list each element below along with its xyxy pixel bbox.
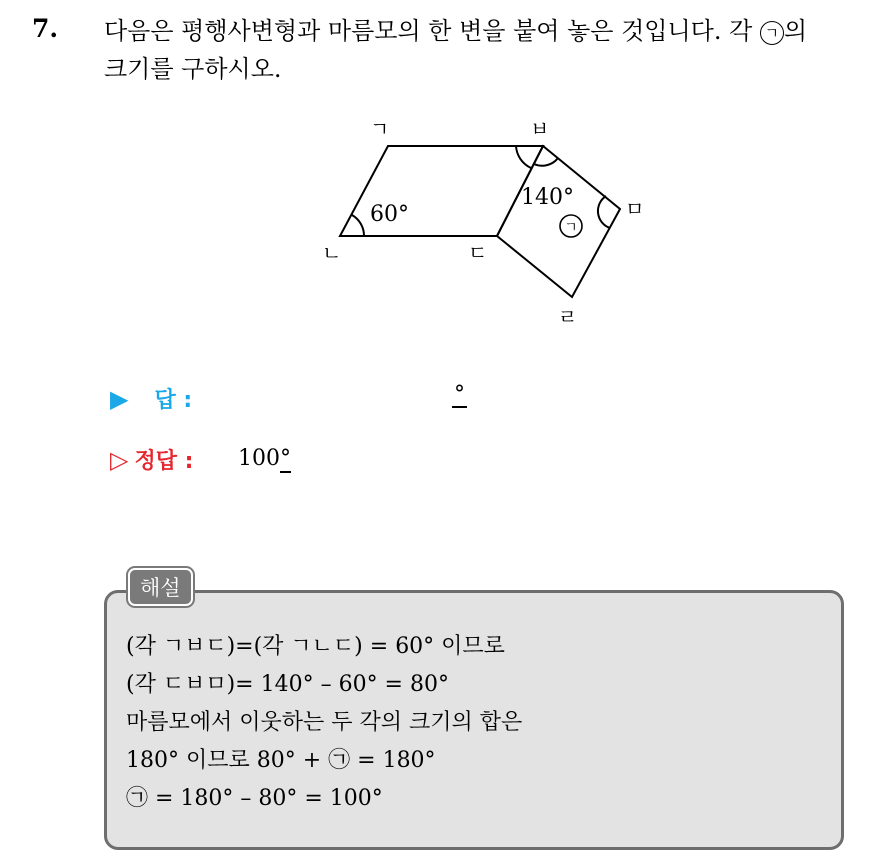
angle-arc-gbd [516, 146, 531, 168]
angle-arc-60 [352, 215, 364, 236]
explanation-line: (각 ㄱㅂㄷ)=(각 ㄱㄴㄷ) = 60° 이므로 [126, 634, 505, 659]
explanation-line: (각 ㄷㅂㅁ)= 140° – 60° = 80° [126, 672, 449, 697]
angle-60-label: 60° [370, 202, 409, 227]
angle-arc-m [598, 196, 610, 228]
correct-marker-icon: ▷ [110, 446, 129, 474]
angle-arc-140 [534, 158, 558, 166]
label-n: ㄴ [322, 241, 342, 265]
answer-marker-icon: ▶ [110, 385, 129, 413]
label-m: ㅁ [625, 197, 645, 221]
explanation-line: ㉠ = 180° – 80° = 100° [126, 786, 383, 811]
circled-g-text: ㄱ [564, 220, 578, 236]
label-r: ㄹ [558, 305, 578, 329]
geometry-figure [300, 110, 645, 340]
explanation-line: 마름모에서 이웃하는 두 각의 크기의 합은 [126, 710, 523, 735]
question-line1: 다음은 평행사변형과 마름모의 한 변을 붙여 놓은 것입니다. 각 [104, 17, 760, 45]
label-d: ㄷ [468, 241, 488, 265]
question-line2: 크기를 구하시오. [104, 55, 282, 83]
correct-value: 100 [238, 446, 280, 471]
correct-label: 정답 : [134, 449, 194, 474]
correct-unit: ° [280, 446, 291, 471]
circled-g-symbol: ㄱ [760, 21, 784, 45]
label-g: ㄱ [370, 117, 390, 141]
angle-140-label: 140° [521, 185, 574, 210]
answer-row [110, 383, 192, 414]
label-b: ㅂ [530, 117, 550, 141]
explanation-line: 180° 이므로 80° + ㉠ = 180° [126, 748, 436, 773]
question-line1-end: 의 [783, 17, 808, 45]
explanation-text [126, 628, 522, 818]
answer-label: 답 : [154, 388, 193, 413]
question-number: 7. [32, 14, 59, 43]
answer-blank[interactable]: ° [454, 382, 465, 407]
correct-answer [238, 446, 291, 471]
question-text [104, 12, 864, 88]
correct-row [110, 444, 193, 475]
explanation-tag: 해설 [128, 568, 193, 606]
